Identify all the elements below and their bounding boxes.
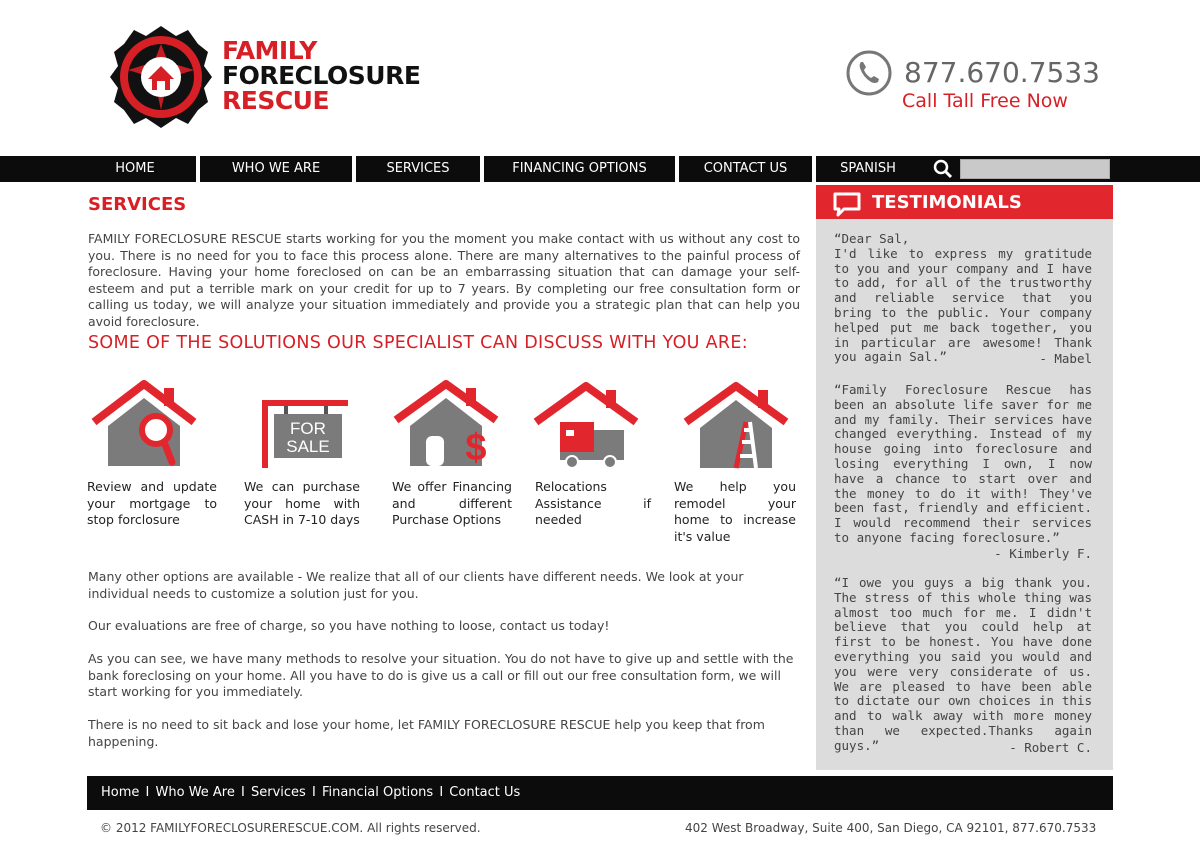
testimonial-author: - Kimberly F.: [994, 546, 1092, 561]
moving-truck-icon: [530, 378, 650, 473]
footer-separator: I: [311, 785, 316, 800]
for-sale-line-2: SALE: [286, 437, 330, 456]
footer-link-services[interactable]: Services: [251, 785, 306, 800]
speech-bubble-icon: [832, 191, 862, 217]
footer-link-who-we-are[interactable]: Who We Are: [155, 785, 235, 800]
testimonial-quote: “Family Foreclosure Rescue has been an absolute life saver for me and my family. Their services have changed everything. Instead of my house going into foreclosure and losing everything I own, I now have a chance to start over and the money to do it with! They've been fast, friendly and efficient. I would recommend their services to anyone facing foreclosure.”: [834, 382, 1092, 545]
nav-home[interactable]: HOME: [74, 156, 200, 182]
logo-badge-icon[interactable]: [106, 22, 216, 132]
search-icon[interactable]: [932, 159, 954, 179]
footer-link-contact-us[interactable]: Contact Us: [449, 785, 521, 800]
nav-who-we-are[interactable]: WHO WE ARE: [200, 156, 356, 182]
nav-spanish[interactable]: SPANISH: [840, 161, 896, 176]
phone-number[interactable]: 877.670.7533: [904, 56, 1100, 89]
brand-name: [222, 38, 420, 113]
for-sale-line-1: FOR: [290, 419, 326, 438]
nav-financing-options[interactable]: FINANCING OPTIONS: [484, 156, 679, 182]
for-sale-sign-icon: [244, 378, 364, 473]
footer-link-home[interactable]: Home: [101, 785, 140, 800]
footer-nav: [87, 776, 1113, 810]
svg-text:$: $: [465, 427, 487, 469]
testimonials-header: [816, 185, 1113, 219]
testimonial-author: - Robert C.: [1009, 740, 1092, 755]
testimonials-title: TESTIMONIALS: [872, 192, 1022, 213]
house-ladder-icon: [680, 378, 800, 473]
solution-text-financing: We offer Financing and different Purchase Options: [392, 479, 512, 527]
footer-separator: I: [241, 785, 245, 800]
nav-services[interactable]: SERVICES: [356, 156, 484, 182]
solution-text-relocation: Relocations Assistance if needed: [535, 479, 651, 527]
intro-paragraph: FAMILY FORECLOSURE RESCUE starts working for you the moment you make contact with us without any cost to you. There is no need for you to face this process alone. There are many alternatives to the painful process of foreclosure. Having your home foreclosed on can be an embarrassing situation that can damage your self-esteem and put a terrible mark on your credit for up to 7 years. By completing our free consultation form or calling us today, we will analyze your situation immediately and provide you a strategic plan that can help you avoid foreclosure.: [88, 231, 800, 329]
testimonials-panel: [816, 185, 1113, 770]
paragraph-methods: As you can see, we have many methods to resolve your situation. You do not have to give up and settle with the bank foreclosing on your home. All you have to do is give us a call or fill out our free consultation form, we will start working for you immediately.: [88, 651, 794, 699]
testimonial-quote: “Dear Sal, I'd like to express my gratitude to you and your company and I have to add, for all of the trustworthy and reliable service that you bring to the public. Your company helped put me back together, you in particular are awesome! Thank you again Sal.”: [834, 231, 1092, 365]
search-input[interactable]: [960, 159, 1110, 179]
footer-separator: I: [439, 785, 444, 800]
copyright: © 2012 FAMILYFORECLOSURERESCUE.COM. All rights reserved.: [100, 821, 481, 835]
page-title: SERVICES: [88, 194, 187, 215]
main-nav: [0, 156, 1200, 182]
nav-contact-us[interactable]: CONTACT US: [679, 156, 816, 182]
testimonial-quote: “I owe you guys a big thank you. The stress of this whole thing was almost too much for me. I didn't believe that you could help at first to be honest. You have done everything you said you would and you were very considerate of us. We are pleased to have been able to dictate our own choices in this and to walk away with more money than we expected.Thanks again guys.”: [834, 575, 1092, 753]
house-magnifier-icon: [86, 378, 206, 473]
phone-icon: [846, 50, 892, 96]
footer-link-financial-options[interactable]: Financial Options: [321, 785, 434, 800]
brand-line-1: FAMILY: [222, 36, 317, 65]
solutions-heading: SOME OF THE SOLUTIONS OUR SPECIALIST CAN DISCUSS WITH YOU ARE:: [88, 333, 748, 353]
brand-line-3: RESCUE: [222, 86, 330, 115]
paragraph-closing: There is no need to sit back and lose your home, let FAMILY FORECLOSURE RESCUE help you keep that from happening.: [88, 717, 765, 749]
brand-line-2: FORECLOSURE: [222, 61, 421, 90]
solution-text-review: Review and update your mortgage to stop forclosure: [87, 479, 217, 527]
solution-text-purchase: We can purchase your home with CASH in 7-10 days: [244, 479, 360, 527]
call-cta[interactable]: Call Tall Free Now: [902, 90, 1068, 112]
paragraph-options: Many other options are available - We realize that all of our clients have different needs. We look at your individual needs to customize a solution just for you.: [88, 569, 744, 601]
testimonial-author: - Mabel: [1039, 351, 1092, 366]
footer-separator: I: [145, 785, 150, 800]
paragraph-evaluations: Our evaluations are free of charge, so you have nothing to loose, contact us today!: [88, 618, 610, 633]
house-dollar-icon: [390, 378, 510, 473]
solution-text-remodel: We help you remodel your home to increase it's value: [674, 479, 796, 544]
footer-address: 402 West Broadway, Suite 400, San Diego, CA 92101, 877.670.7533: [685, 821, 1097, 835]
